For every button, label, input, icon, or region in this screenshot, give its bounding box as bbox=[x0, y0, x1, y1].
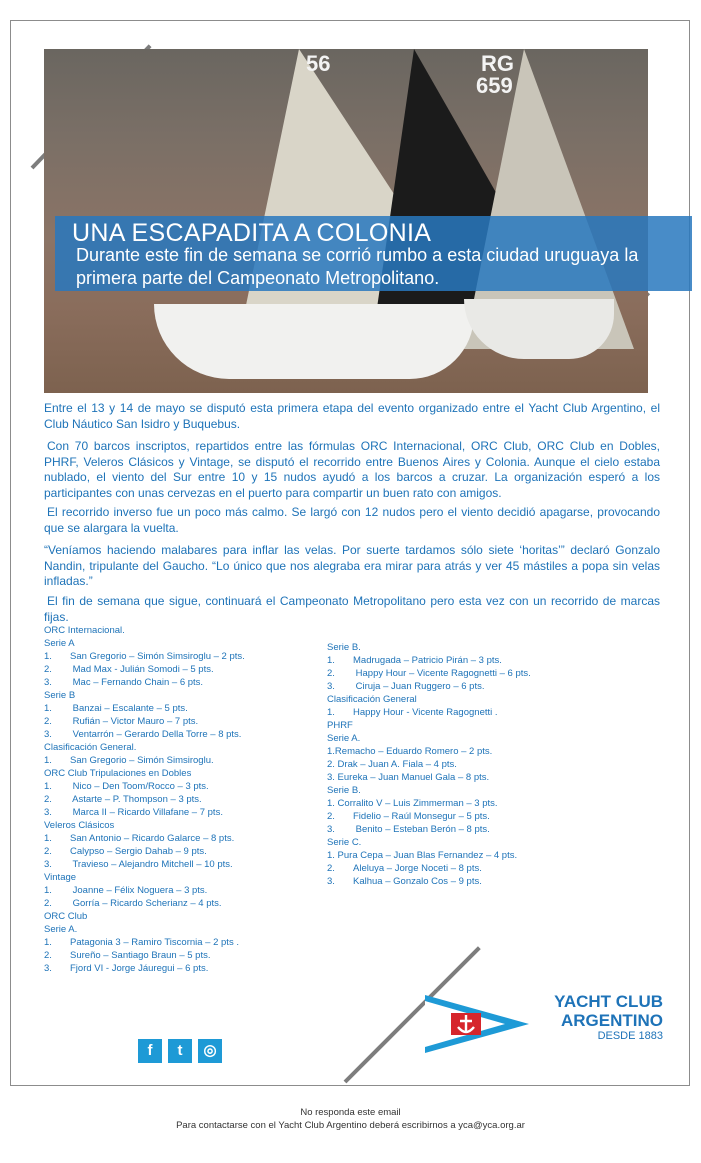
result-line bbox=[44, 741, 245, 754]
result-rank: 1. bbox=[44, 755, 52, 766]
sail-number: 56 bbox=[306, 51, 331, 76]
paragraph: El recorrido inverso fue un poco más calmo. Se largó con 12 nudos pero el viento decidió apagarse, provocando que se alargara la vuelta. bbox=[44, 505, 660, 535]
club-founded: DESDE 1883 bbox=[597, 1030, 663, 1042]
result-line bbox=[327, 745, 531, 758]
result-rank: 2. bbox=[44, 664, 52, 675]
result-text: Sureño – Santiago Braun – 5 pts. bbox=[70, 950, 211, 961]
result-line bbox=[44, 897, 245, 910]
twitter-icon[interactable]: t bbox=[168, 1039, 192, 1063]
result-text: Ciruja – Juan Ruggero – 6 pts. bbox=[353, 681, 485, 692]
result-rank: 2. bbox=[44, 898, 52, 909]
result-rank: 1. bbox=[327, 707, 335, 718]
result-line bbox=[327, 758, 531, 771]
result-text: 1.Remacho – Eduardo Romero – 2 pts. bbox=[327, 746, 493, 757]
result-rank: 3. bbox=[44, 963, 52, 974]
result-rank: 3. bbox=[44, 807, 52, 818]
result-text: ORC Internacional. bbox=[44, 625, 125, 636]
result-rank: 3. bbox=[327, 824, 335, 835]
yacht-club-flag-logo bbox=[425, 995, 529, 1053]
result-line bbox=[44, 871, 245, 884]
result-line bbox=[327, 693, 531, 706]
result-text: Joanne – Félix Noguera – 3 pts. bbox=[70, 885, 208, 896]
result-line bbox=[44, 728, 245, 741]
result-line bbox=[44, 754, 245, 767]
result-text: San Gregorio – Simón Simsiroglu – 2 pts. bbox=[70, 651, 245, 662]
result-line bbox=[44, 858, 245, 871]
result-line bbox=[44, 650, 245, 663]
result-line bbox=[327, 654, 531, 667]
result-rank: 3. bbox=[44, 729, 52, 740]
result-text: Travieso – Alejandro Mitchell – 10 pts. bbox=[70, 859, 233, 870]
result-rank: 3. bbox=[327, 876, 335, 887]
result-line bbox=[44, 702, 245, 715]
result-line bbox=[44, 936, 245, 949]
footer-no-reply: No responda este email bbox=[300, 1107, 401, 1118]
result-line bbox=[327, 797, 531, 810]
result-text: San Antonio – Ricardo Galarce – 8 pts. bbox=[70, 833, 235, 844]
result-rank: 3. bbox=[327, 681, 335, 692]
result-text: Clasificación General. bbox=[44, 742, 137, 753]
result-line bbox=[327, 719, 531, 732]
result-line bbox=[44, 832, 245, 845]
result-text: Mac – Fernando Chain – 6 pts. bbox=[70, 677, 204, 688]
result-line bbox=[327, 823, 531, 836]
result-rank: 2. bbox=[327, 668, 335, 679]
result-text: Mad Max - Julián Somodi – 5 pts. bbox=[70, 664, 214, 675]
club-name-line2: ARGENTINO bbox=[561, 1011, 663, 1030]
result-line bbox=[44, 780, 245, 793]
result-line bbox=[44, 806, 245, 819]
result-text: Kalhua – Gonzalo Cos – 9 pts. bbox=[353, 876, 482, 887]
result-line bbox=[327, 836, 531, 849]
result-text: Aleluya – Jorge Noceti – 8 pts. bbox=[353, 863, 482, 874]
result-rank: 3. bbox=[44, 859, 52, 870]
paragraph: El fin de semana que sigue, continuará el Campeonato Metropolitano pero esta vez con un recorrido de marcas fijas. bbox=[44, 594, 660, 624]
result-text: PHRF bbox=[327, 720, 353, 731]
result-line bbox=[327, 784, 531, 797]
result-rank: 1. bbox=[44, 885, 52, 896]
result-text: Serie A. bbox=[44, 924, 78, 935]
result-text: Fidelio – Raúl Monsegur – 5 pts. bbox=[353, 811, 490, 822]
result-text: Serie B. bbox=[327, 642, 361, 653]
result-line bbox=[44, 793, 245, 806]
result-text: 2. Drak – Juan A. Fiala – 4 pts. bbox=[327, 759, 457, 770]
result-rank: 1. bbox=[44, 781, 52, 792]
result-line bbox=[44, 637, 245, 650]
paragraph: Entre el 13 y 14 de mayo se disputó esta primera etapa del evento organizado entre el Yacht Club Argentino, el Club Náutico San Isidro y Buquebus. bbox=[44, 401, 660, 431]
sail-number: 659 bbox=[476, 73, 513, 98]
result-rank: 1. bbox=[44, 833, 52, 844]
result-text: Marca II – Ricardo Villafane – 7 pts. bbox=[70, 807, 223, 818]
result-text: Astarte – P. Thompson – 3 pts. bbox=[70, 794, 202, 805]
result-line bbox=[44, 689, 245, 702]
result-rank: 2. bbox=[44, 716, 52, 727]
result-rank: 2. bbox=[327, 863, 335, 874]
result-line bbox=[44, 962, 245, 975]
result-text: Serie B. bbox=[327, 785, 361, 796]
sail-number: RG bbox=[481, 51, 514, 76]
result-text: San Gregorio – Simón Simsiroglu. bbox=[70, 755, 214, 766]
footer-contact: Para contactarse con el Yacht Club Argentino deberá escribirnos a yca@yca.org.ar bbox=[176, 1120, 525, 1131]
result-text: 1. Corralito V – Luis Zimmerman – 3 pts. bbox=[327, 798, 498, 809]
result-rank: 2. bbox=[327, 811, 335, 822]
result-text: Ventarrón – Gerardo Della Torre – 8 pts. bbox=[70, 729, 242, 740]
result-rank: 2. bbox=[44, 794, 52, 805]
result-text: Gorría – Ricardo Scherianz – 4 pts. bbox=[70, 898, 222, 909]
result-rank: 3. bbox=[44, 677, 52, 688]
result-line bbox=[44, 923, 245, 936]
result-line bbox=[44, 715, 245, 728]
result-line bbox=[327, 732, 531, 745]
result-line bbox=[44, 663, 245, 676]
result-line bbox=[44, 845, 245, 858]
result-line bbox=[327, 771, 531, 784]
page-subtitle: Durante este fin de semana se corrió rumbo a esta ciudad uruguaya la primera parte del Campeonato Metropolitano. bbox=[76, 245, 639, 288]
facebook-icon[interactable]: f bbox=[138, 1039, 162, 1063]
paragraph: “Veníamos haciendo malabares para inflar las velas. Por suerte tardamos sólo siete ‘horitas’” declaró Gonzalo Nandin, tripulante del Gaucho. “Lo único que nos alegraba era mirar para atrás y ver 45 mástiles a popa sin velas infladas.” bbox=[44, 543, 660, 588]
result-text: Veleros Clásicos bbox=[44, 820, 115, 831]
result-text: Clasificación General bbox=[327, 694, 417, 705]
result-line bbox=[327, 862, 531, 875]
instagram-icon[interactable]: ◎ bbox=[198, 1039, 222, 1063]
result-text: Vintage bbox=[44, 872, 77, 883]
result-line bbox=[327, 680, 531, 693]
result-line bbox=[327, 667, 531, 680]
result-line bbox=[44, 884, 245, 897]
result-line bbox=[327, 810, 531, 823]
boat-hull bbox=[154, 304, 474, 379]
results-list-left bbox=[44, 624, 245, 975]
result-line bbox=[327, 706, 531, 719]
boat-hull bbox=[464, 299, 614, 359]
page-title: UNA ESCAPADITA A COLONIA bbox=[72, 219, 432, 247]
result-rank: 1. bbox=[44, 651, 52, 662]
result-rank: 2. bbox=[44, 846, 52, 857]
result-rank: 2. bbox=[44, 950, 52, 961]
result-text: Banzai – Escalante – 5 pts. bbox=[70, 703, 188, 714]
result-line bbox=[327, 641, 531, 654]
club-name-line1: YACHT CLUB bbox=[554, 992, 663, 1011]
result-text: Rufián – Victor Mauro – 7 pts. bbox=[70, 716, 199, 727]
result-text: Calypso – Sergio Dahab – 9 pts. bbox=[70, 846, 207, 857]
result-rank: 1. bbox=[44, 937, 52, 948]
result-line bbox=[44, 949, 245, 962]
results-list-right bbox=[327, 641, 531, 888]
result-text: Madrugada – Patricio Pirán – 3 pts. bbox=[353, 655, 502, 666]
result-text: Fjord VI - Jorge Jáuregui – 6 pts. bbox=[70, 963, 209, 974]
result-line bbox=[44, 767, 245, 780]
result-text: Serie B bbox=[44, 690, 76, 701]
result-text: Happy Hour – Vicente Ragognetti – 6 pts. bbox=[353, 668, 531, 679]
result-line bbox=[327, 875, 531, 888]
result-line bbox=[327, 849, 531, 862]
result-text: Nico – Den Toom/Rocco – 3 pts. bbox=[70, 781, 209, 792]
result-rank: 1. bbox=[44, 703, 52, 714]
result-text: 3. Eureka – Juan Manuel Gala – 8 pts. bbox=[327, 772, 490, 783]
result-line bbox=[44, 676, 245, 689]
result-text: Serie C. bbox=[327, 837, 362, 848]
result-text: Patagonia 3 – Ramiro Tiscornia – 2 pts . bbox=[70, 937, 239, 948]
result-line bbox=[44, 624, 245, 637]
result-line bbox=[44, 819, 245, 832]
result-line bbox=[44, 910, 245, 923]
result-text: Benito – Esteban Berón – 8 pts. bbox=[353, 824, 490, 835]
result-text: ORC Club bbox=[44, 911, 88, 922]
result-rank: 1. bbox=[327, 655, 335, 666]
result-text: ORC Club Tripulaciones en Dobles bbox=[44, 768, 192, 779]
result-text: 1. Pura Cepa – Juan Blas Fernandez – 4 pts. bbox=[327, 850, 518, 861]
result-text: Serie A bbox=[44, 638, 75, 649]
paragraph: Con 70 barcos inscriptos, repartidos entre las fórmulas ORC Internacional, ORC Club, ORC Club en Dobles, PHRF, Veleros Clásicos y Vintage, se disputó el recorrido entre Buenos Aires y Colonia. Aunque el cielo estaba nublado, el viento del Sur entre 10 y 15 nudos ayudó a los barcos a cruzar. La organización esperó a los participantes con unas cervezas en el puerto para compartir un buen rato con amigos. bbox=[44, 439, 660, 500]
result-text: Happy Hour - Vicente Ragognetti . bbox=[353, 707, 498, 718]
result-text: Serie A. bbox=[327, 733, 361, 744]
